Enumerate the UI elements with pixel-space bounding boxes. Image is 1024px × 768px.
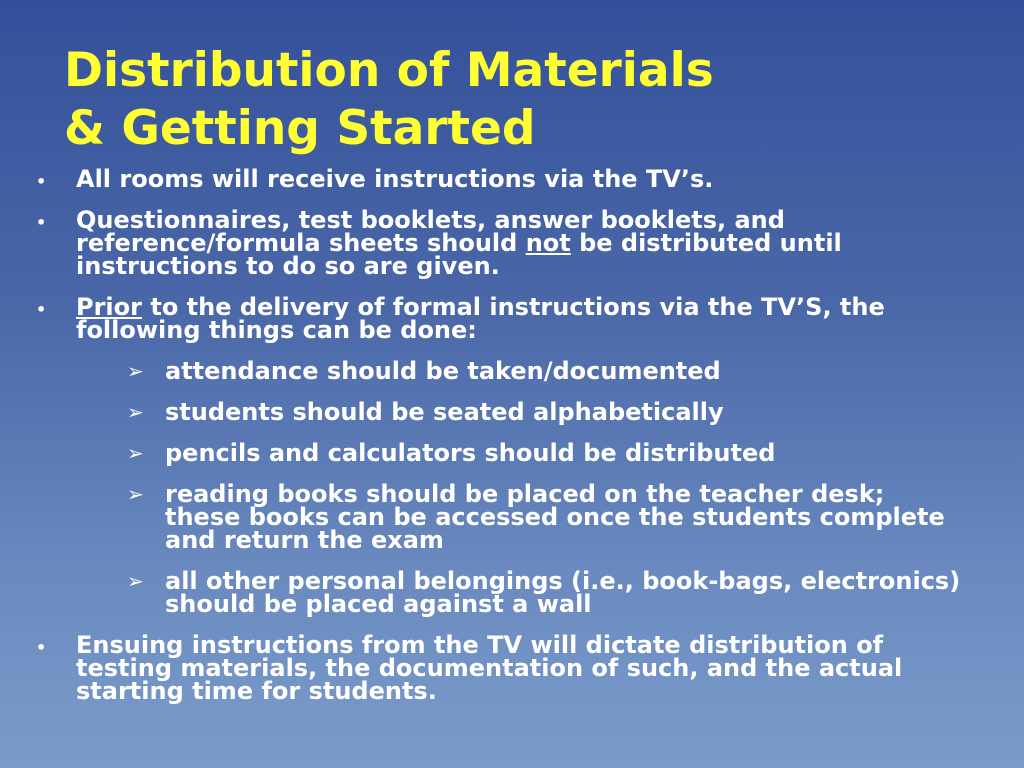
- bullet-text: All rooms will receive instructions via the TV’s.: [76, 165, 714, 193]
- bullet-item: [0, 206, 1024, 280]
- bullet-text: Ensuing instructions from the TV will dictate distribution of testing materials, the documentation of such, and the actual starting time for students.: [76, 631, 903, 705]
- bullet-icon: •: [36, 300, 47, 319]
- bullet-icon: •: [36, 638, 47, 657]
- sub-bullet-text: attendance should be taken/documented: [165, 357, 721, 385]
- slide-title-line-1: Distribution of Materials: [64, 43, 714, 98]
- slide-title: [64, 42, 714, 158]
- sub-bullet-text: reading books should be placed on the teacher desk; these books can be accessed once the students complete and return the exam: [165, 480, 945, 554]
- sub-bullet-item: [0, 567, 1024, 618]
- sub-bullet-text: pencils and calculators should be distributed: [165, 439, 776, 467]
- bullet-text-part: Questionnaires, test booklets, answer booklets, and reference/formula sheets should: [76, 206, 785, 257]
- bullet-icon: •: [36, 172, 47, 191]
- bullet-item: [0, 293, 1024, 344]
- sub-bullet-item: [0, 480, 1024, 554]
- bullet-item: [0, 631, 1024, 705]
- sub-bullet-item: [0, 357, 1024, 385]
- sub-bullet-text: all other personal belongings (i.e., book-bags, electronics) should be placed against a wall: [165, 567, 961, 618]
- bullet-icon: •: [36, 213, 47, 232]
- bullet-text-part: be distributed until instructions to do so are given.: [76, 229, 842, 280]
- sub-bullet-item: [0, 398, 1024, 426]
- sub-bullet-text: students should be seated alphabetically: [165, 398, 724, 426]
- bullet-item: [0, 165, 1024, 193]
- arrowhead-icon: ➢: [127, 400, 144, 424]
- slide-body: [0, 165, 1024, 721]
- slide-title-line-2: & Getting Started: [64, 101, 536, 156]
- arrowhead-icon: ➢: [127, 482, 144, 506]
- arrowhead-icon: ➢: [127, 359, 144, 383]
- underlined-word: Prior: [76, 293, 142, 321]
- arrowhead-icon: ➢: [127, 441, 144, 465]
- arrowhead-icon: ➢: [127, 569, 144, 593]
- sub-bullet-item: [0, 439, 1024, 467]
- underlined-word: not: [525, 229, 571, 257]
- bullet-text-part: to the delivery of formal instructions via the TV’S, the following things can be done:: [76, 293, 885, 344]
